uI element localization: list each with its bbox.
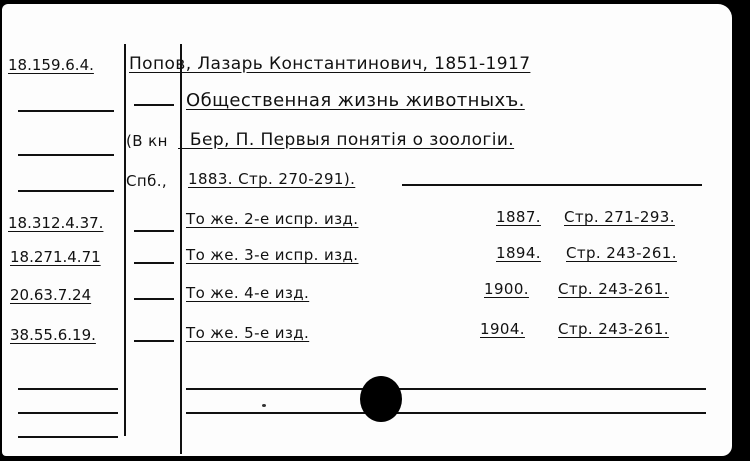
catalog-card — [2, 4, 732, 456]
rule-line — [18, 190, 114, 192]
imprint-line: 1883. Стр. 270-291). — [188, 170, 356, 188]
source-line: : Бер, П. Первыя понятія о зоологіи. — [178, 130, 515, 150]
punch-hole — [360, 376, 402, 422]
edition-text: То же. 2-е испр. изд. — [186, 210, 359, 228]
rule-line — [18, 154, 114, 156]
call-number: 38.55.6.19. — [10, 326, 96, 344]
edition-pages: Стр. 243-261. — [558, 320, 669, 338]
dash-rule — [134, 104, 174, 106]
edition-text: То же. 5-е изд. — [186, 324, 310, 342]
edition-pages: Стр. 243-261. — [566, 244, 677, 262]
dash-rule — [134, 230, 174, 232]
source-prefix: (В кн — [126, 132, 168, 150]
left-margin-rule — [124, 44, 126, 436]
edition-year: 1900. — [484, 280, 529, 298]
call-number: 18.312.4.37. — [8, 214, 104, 232]
title-line: Общественная жизнь животныхъ. — [186, 90, 525, 111]
edition-text: То же. 3-е испр. изд. — [186, 246, 359, 264]
ink-speck — [262, 404, 266, 407]
call-number: 18.271.4.71 — [10, 248, 101, 266]
dash-rule — [134, 262, 174, 264]
edition-pages: Стр. 243-261. — [558, 280, 669, 298]
rule-line — [186, 388, 706, 390]
entry-rule — [402, 184, 702, 186]
rule-line — [18, 412, 118, 414]
edition-year: 1894. — [496, 244, 541, 262]
dash-rule — [134, 298, 174, 300]
rule-line — [18, 110, 114, 112]
edition-pages: Стр. 271-293. — [564, 208, 675, 226]
dash-rule — [134, 340, 174, 342]
rule-line — [186, 412, 706, 414]
call-number: 20.63.7.24 — [10, 286, 92, 304]
rule-line — [18, 436, 118, 438]
place-prefix: Спб., — [126, 172, 168, 190]
entry-margin-rule — [180, 44, 182, 454]
edition-text: То же. 4-е изд. — [186, 284, 310, 302]
call-number: 18.159.6.4. — [8, 56, 94, 74]
edition-year: 1904. — [480, 320, 525, 338]
edition-year: 1887. — [496, 208, 541, 226]
rule-line — [18, 388, 118, 390]
author-heading: Попов, Лазарь Константинович, 1851-1917 — [129, 54, 531, 74]
